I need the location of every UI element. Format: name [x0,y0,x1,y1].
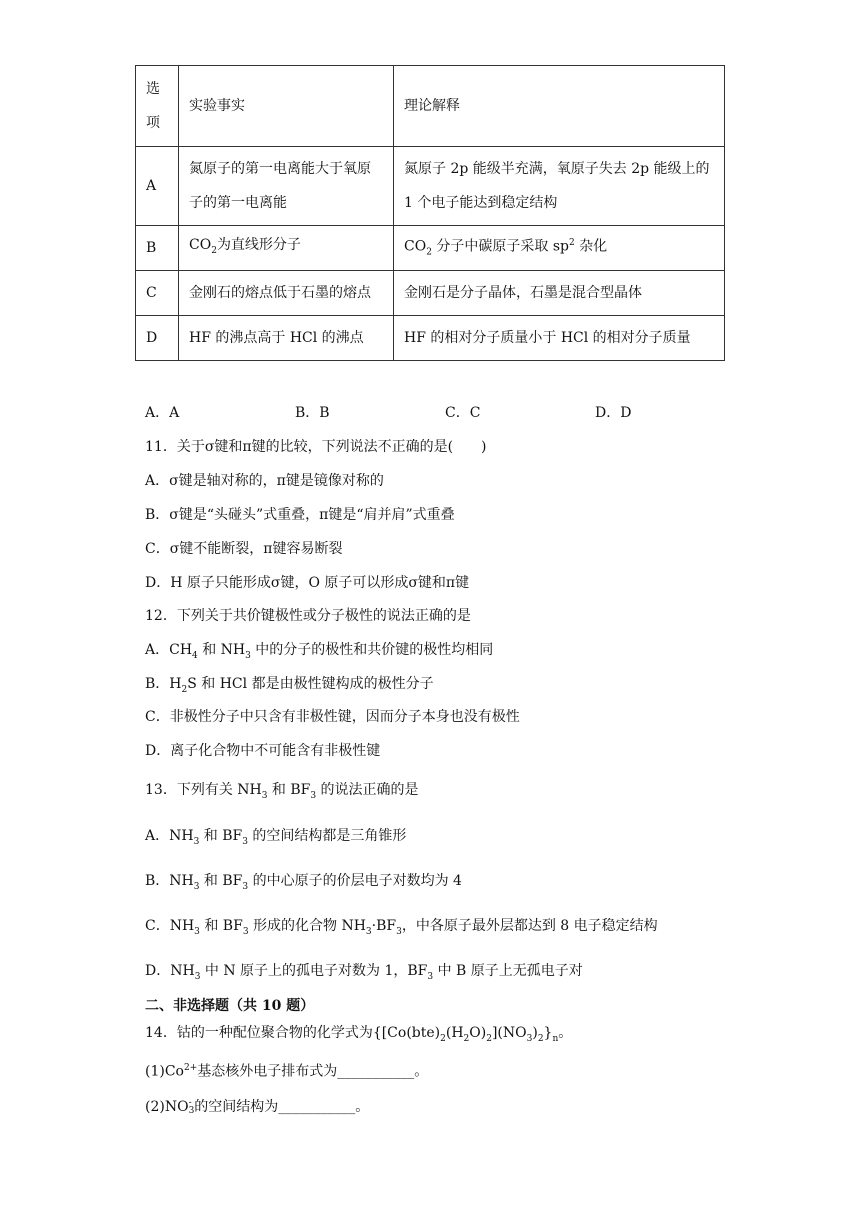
q10-option-b[interactable]: B．B [295,405,330,421]
header-option-text: 选项 [146,81,160,131]
q11-option-a[interactable]: A．σ键是轴对称的，π键是镜像对称的 [145,473,384,489]
explain-line: 氮原子 2p 能级半充满，氧原子失去 2p 能级上的 [404,161,710,177]
q10-options [145,403,745,423]
row-explain: $CO_2$ 分子中碳原子采取 $sp^2$ 杂化 [394,226,725,271]
row-fact: HF 的沸点高于 HCl 的沸点 [179,316,394,361]
q14-part-2[interactable]: (2)NO - 3 的空间结构为___________。 [145,1098,370,1116]
table-row [136,271,725,316]
row-option: B [136,226,179,271]
row-explain [394,147,725,226]
q14-part-1[interactable]: $(1)Co^{2+}$基态核外电子排布式为___________。 [145,1063,429,1080]
row-fact [179,147,394,226]
table-header-row [136,66,725,147]
table-row [136,226,725,271]
q13-stem: 13．下列有关 $NH_3$ 和 $BF_3$ 的说法正确的是 [145,782,419,801]
q12-option-a[interactable]: A．$CH_4$ 和 $NH_3$ 中的分子的极性和共价键的极性均相同 [145,642,494,661]
q10-option-a[interactable]: A．A [145,405,180,421]
header-explain: 理论解释 [394,66,725,147]
header-option [136,66,179,147]
fact-line: 氮原子的第一电离能大于氧原 [189,161,371,177]
row-fact: $CO_2$为直线形分子 [179,226,394,271]
q12-stem: 12．下列关于共价键极性或分子极性的说法正确的是 [145,608,471,624]
fact-line: 子的第一电离能 [189,195,287,211]
q13-option-d[interactable]: D．$NH_3$ 中 N 原子上的孤电子对数为 1，$BF_3$ 中 B 原子上无孤电子对 [145,963,583,982]
q14-stem: 14．钴的一种配位聚合物的化学式为$\{[Co(bte)_2(H_2O)_2](NO_3)_2\}_n$。 [145,1025,573,1044]
row-option: D [136,316,179,361]
header-fact: 实验事实 [179,66,394,147]
q12-option-d[interactable]: D．离子化合物中不可能含有非极性键 [145,743,381,759]
q13-option-c[interactable]: C．$NH_3$ 和 $BF_3$ 形成的化合物 $NH_3\cdot BF_3$，中各原子最外层都达到 8 电子稳定结构 [145,918,658,937]
table-row [136,147,725,226]
q13-option-a[interactable]: A．$NH_3$ 和 $BF_3$ 的空间结构都是三角锥形 [145,828,407,847]
table-row [136,316,725,361]
row-fact: 金刚石的熔点低于石墨的熔点 [179,271,394,316]
q12-option-b[interactable]: B．$H_2S$ 和 HCl 都是由极性键构成的极性分子 [145,676,434,695]
q10-option-d[interactable]: D．D [595,405,632,421]
q11-option-d[interactable]: D．H 原子只能形成σ键，O 原子可以形成σ键和π键 [145,575,470,591]
section-2-heading: 二、非选择题（共 10 题） [145,998,315,1014]
q11-option-c[interactable]: C．σ键不能断裂，π键容易断裂 [145,541,343,557]
row-explain: 金刚石是分子晶体，石墨是混合型晶体 [394,271,725,316]
q12-option-c[interactable]: C．非极性分子中只含有非极性键，因而分子本身也没有极性 [145,709,520,725]
q11-stem: 11．关于σ键和π键的比较，下列说法不正确的是( ) [145,439,487,455]
row-option: C [136,271,179,316]
q10-option-c[interactable]: C．C [445,405,481,421]
question-10-table [135,65,725,361]
q11-option-b[interactable]: B．σ键是“头碰头”式重叠，π键是“肩并肩”式重叠 [145,507,455,523]
explain-line: 1 个电子能达到稳定结构 [404,195,558,211]
row-explain: HF 的相对分子质量小于 HCl 的相对分子质量 [394,316,725,361]
q13-option-b[interactable]: B．$NH_3$ 和 $BF_3$ 的中心原子的价层电子对数均为 4 [145,873,462,892]
row-option: A [136,147,179,226]
